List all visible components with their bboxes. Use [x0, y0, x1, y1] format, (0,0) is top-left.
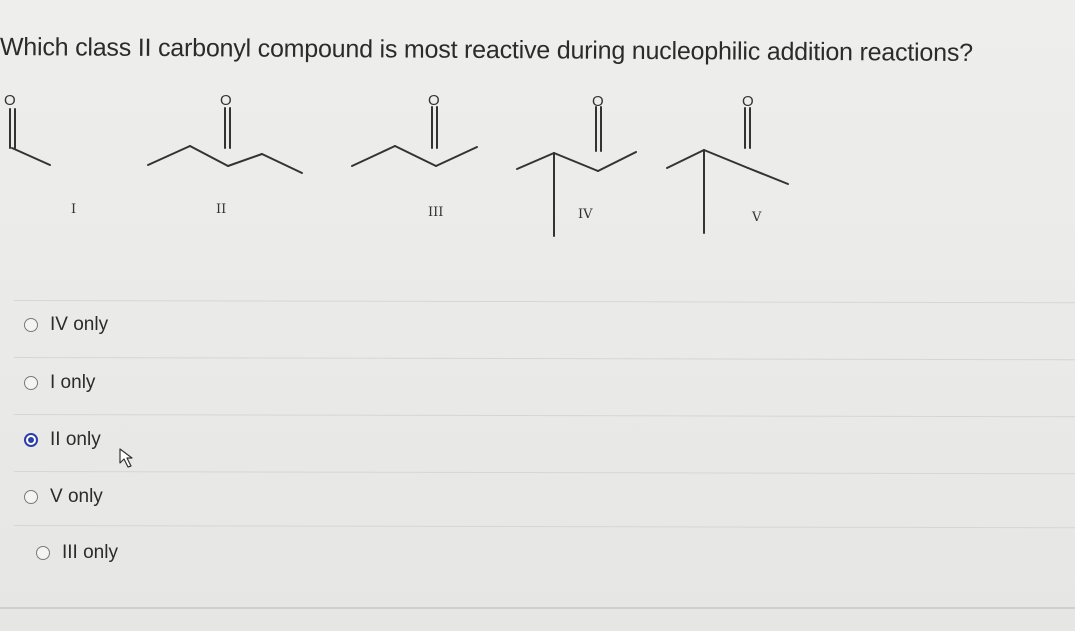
radio-button-selected[interactable] [24, 433, 38, 447]
radio-button[interactable] [24, 376, 38, 390]
structure-I [10, 109, 50, 165]
divider [14, 525, 1075, 528]
option-label: I only [50, 372, 96, 393]
divider [14, 471, 1075, 474]
structure-V [667, 108, 788, 233]
divider [14, 414, 1075, 417]
divider [14, 357, 1075, 360]
structure-III [352, 107, 477, 166]
oxygen-label: O [742, 93, 754, 110]
option-iii-only[interactable] [36, 538, 118, 568]
hand-pointer-icon [116, 446, 146, 472]
option-label: IV only [50, 314, 109, 335]
carbonyl-structures-diagram [0, 88, 1075, 248]
option-label: III only [62, 542, 118, 563]
radio-button[interactable] [36, 546, 50, 560]
bottom-divider [0, 607, 1075, 609]
option-label: II only [50, 429, 101, 450]
structure-label-V: V [752, 210, 762, 225]
structure-IV [517, 107, 636, 236]
divider [14, 300, 1075, 303]
structure-label-I: I [71, 202, 77, 217]
option-v-only[interactable] [24, 482, 103, 512]
structure-label-IV: IV [578, 207, 593, 222]
option-label: V only [50, 486, 103, 507]
oxygen-label: O [220, 92, 232, 109]
structure-II [148, 108, 302, 173]
oxygen-label: O [592, 93, 604, 110]
option-i-only[interactable] [24, 368, 95, 398]
option-ii-only[interactable] [24, 425, 101, 455]
structure-label-II: II [216, 202, 227, 217]
option-iv-only[interactable] [24, 310, 108, 340]
question-text: Which class II carbonyl compound is most reactive during nucleophilic addition reactions? [0, 33, 973, 67]
radio-button[interactable] [24, 318, 38, 332]
oxygen-label: O [428, 92, 440, 109]
radio-button[interactable] [24, 490, 38, 504]
oxygen-label: O [4, 92, 16, 109]
structures-panel [0, 88, 1075, 248]
structure-label-III: III [428, 205, 444, 220]
